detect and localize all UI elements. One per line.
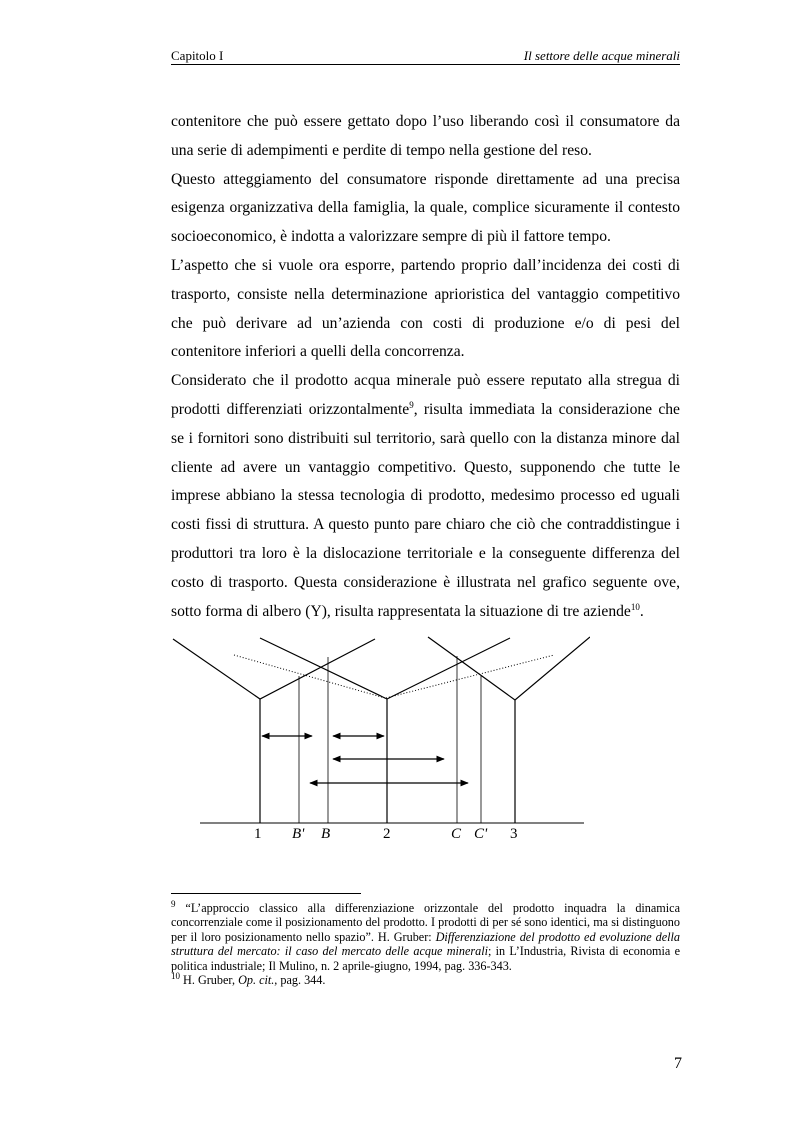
footnote <box>171 970 680 988</box>
body-text <box>171 108 680 626</box>
label-firm-1: 1 <box>254 826 262 842</box>
footnote-title: Differenziazione del prodotto ed evoluzione della struttura del mercato: il caso del mercato delle acque minerali <box>171 929 680 959</box>
label-b-prime: B' <box>292 826 305 842</box>
running-header <box>171 48 680 65</box>
footnote <box>171 898 680 973</box>
label-c-prime: C' <box>474 826 488 842</box>
firm-1-tree <box>173 639 375 699</box>
footnote-number: 9 <box>171 898 176 909</box>
paragraph: contenitore che può essere gettato dopo l’uso liberando così il consumatore da una serie di adempimenti e perdite di tempo nella gestione del reso. <box>171 113 680 159</box>
footnote-text: “L’approccio classico alla differenziazione orizzontale del prodotto inquadra la dinamica concorrenziale come il posizionamento del prodotto. I prodotti di per sé sono identici, ma si distinguono per il loro posizionamento nello spazio”. H. Gruber: <box>171 901 680 944</box>
footnotes <box>171 898 680 988</box>
label-b: B <box>321 826 331 842</box>
paragraph: Questo atteggiamento del consumatore risponde direttamente ad una precisa esigenza organizzativa della famiglia, la quale, complice sicuramente il contesto socioeconomico, è indotta a valorizzare sempre di più il fattore tempo. <box>171 170 680 246</box>
chapter-label: Capitolo I <box>171 48 224 63</box>
label-c: C <box>451 826 462 842</box>
label-firm-3: 3 <box>510 826 518 842</box>
firm-3-tree <box>428 637 590 700</box>
paragraph: L’aspetto che si vuole ora esporre, partendo proprio dall’incidenza dei costi di trasporto, consiste nella determinazione aprioristica del vantaggio competitivo che può derivare ad un’azienda con costi di produzione e/o di pesi del contenitore inferiori a quelli della concorrenza. <box>171 256 680 361</box>
page-number: 7 <box>674 1055 682 1072</box>
footnote-text: ; in L’Industria, Rivista di economia e politica industriale; Il Mulino, n. 2 aprile-giugno, 1994, pag. 336-343. <box>171 944 680 973</box>
footnote-text: , pag. 344. <box>274 973 326 988</box>
paragraph-text: Considerato che il prodotto acqua minerale può essere reputato alla stregua di prodotti differenziati orizzontalmente <box>171 372 680 418</box>
footnote-separator <box>171 893 361 894</box>
paragraph-text: , risulta immediata la considerazione che se i fornitori sono distribuiti sul territorio, sarà quello con la distanza minore dal cliente ad avere un vantaggio competitivo. Questo, supponendo che tutte le imprese abbiano la stessa tecnologia di prodotto, medesimo processo ed uguali costi fissi di struttura. A questo punto pare chiaro che ciò che contraddistingue i produttori tra loro è la dislocazione territoriale e la conseguente differenza del costo di trasporto. Questa considerazione è illustrata nel grafico seguente ove, sotto forma di albero (Y), risulta rappresentata la situazione di tre aziende <box>171 400 680 620</box>
paragraph-text: . <box>639 602 644 620</box>
footnote-title: Op. cit. <box>238 973 275 988</box>
footnote-number: 10 <box>171 970 180 981</box>
footnote-reference: 9 <box>409 399 414 410</box>
label-firm-2: 2 <box>383 826 391 842</box>
transport-cost-diagram <box>170 632 590 847</box>
paragraph <box>171 367 680 626</box>
dotted-cost-line-right <box>386 655 554 698</box>
footnote-text: H. Gruber, <box>180 973 239 988</box>
footnote-reference: 10 <box>630 601 640 612</box>
diagram-svg <box>170 632 590 847</box>
section-title: Il settore delle acque minerali <box>523 48 680 63</box>
